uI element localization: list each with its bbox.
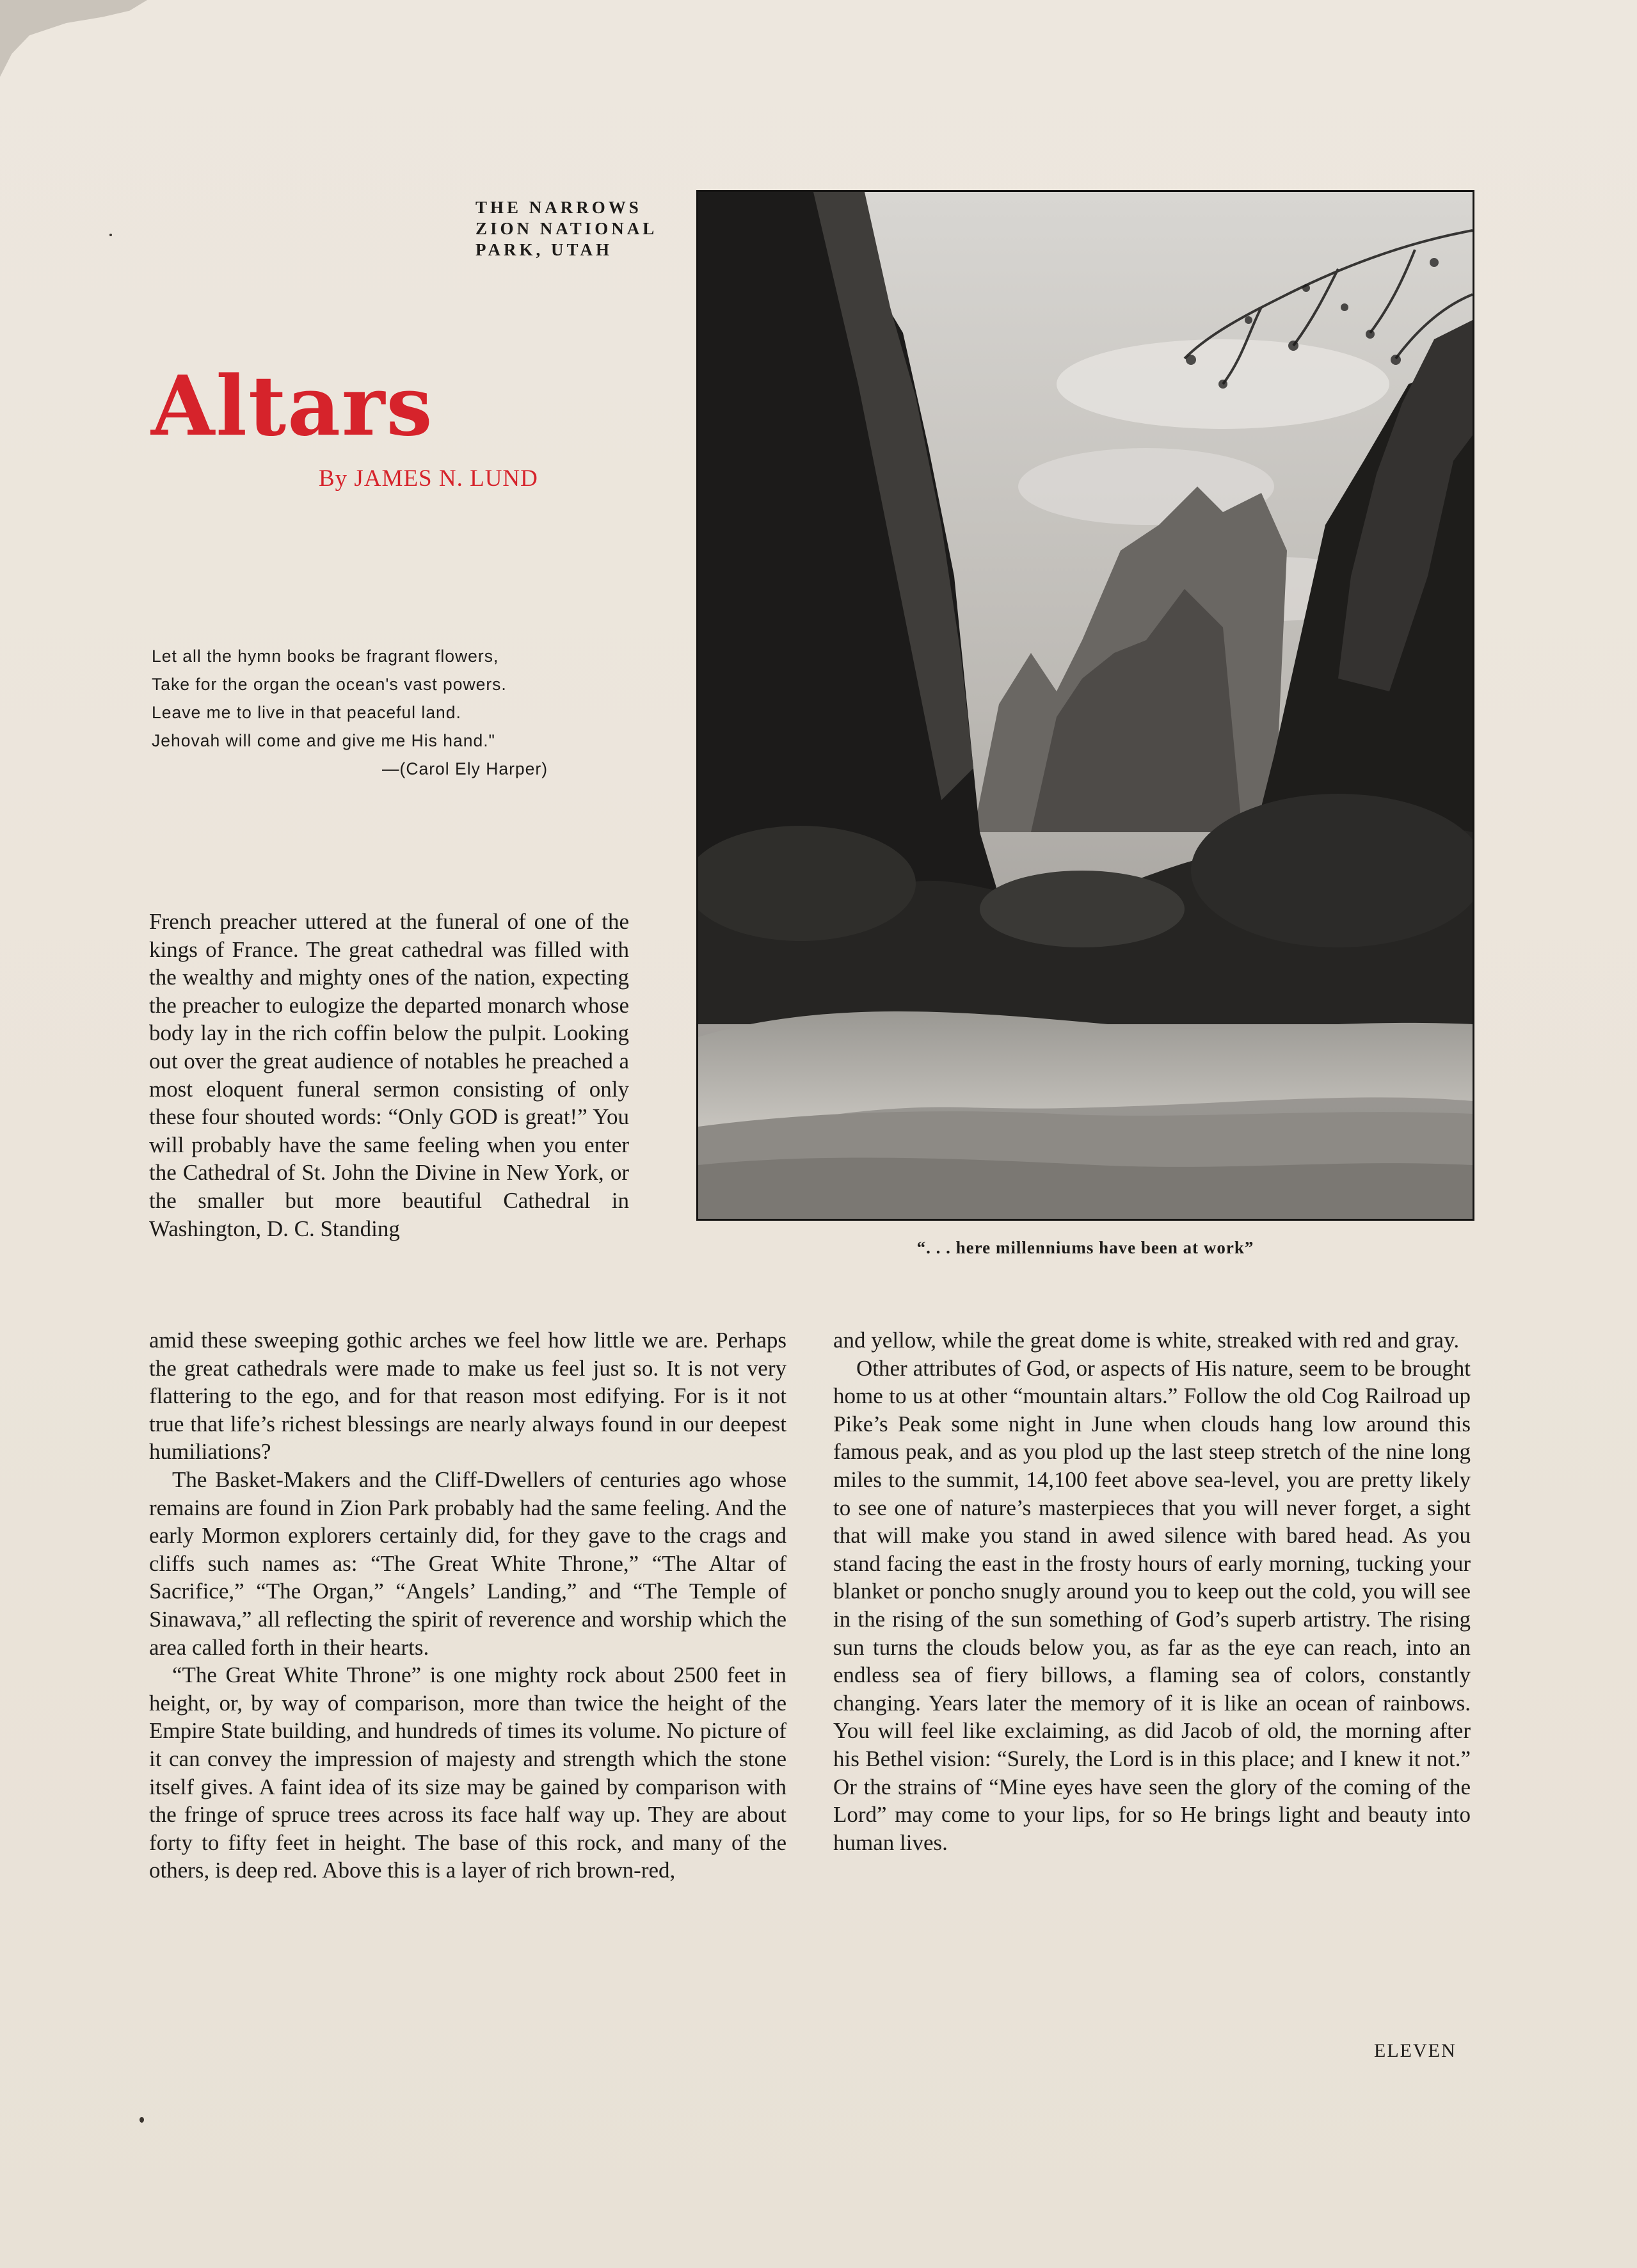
article-paragraph: “The Great White Throne” is one mighty rock about 2500 feet in height, or, by way of comparison, more than twice the height of the Empire State building, and hundreds of times its volume. No picture of it can convey the impression of majesty and strength which the stone itself gives. A faint idea of its size may be gained by comparison with the fringe of spruce trees across its face half way up. They are about forty to fifty feet in height. The base of this rock, and many of the others, is deep red. Above this is a layer of rich brown-red,: [149, 1662, 787, 1883]
poem-line: Let all the hymn books be fragrant flowers,: [152, 647, 499, 666]
ink-speck: [140, 2117, 144, 2123]
article-paragraph: The Basket-Makers and the Cliff-Dwellers of centuries ago whose remains are found in Zion Park probably had the same feeling. And the early Mormon explorers certainly did, for they gave to the crags and cliffs such names as: “The Great White Throne,” “The Altar of Sacrifice,” “The Organ,” “Angels’ Landing,” and “The Temple of Sinawava,” all reflecting the spirit of reverence and worship which the area called forth in their hearts.: [149, 1467, 787, 1660]
article-column-upper-left: [149, 908, 629, 1243]
epigraph-poem: [152, 642, 593, 783]
poem-line: Jehovah will come and give me His hand.": [152, 731, 495, 750]
article-paragraph: Other attributes of God, or aspects of His nature, seem to be brought home to us at other “mountain altars.” Follow the old Cog Railroad up Pike’s Peak some night in June when clouds hang low around this famous peak, and as you plod up the last steep stretch of the nine long miles to the summit, 14,100 feet above sea-level, you are pretty likely to see one of nature’s masterpieces that you will never forget, a sight that will make you stand in awed silence with bared head. As you stand facing the east in the frosty hours of early morning, tucking your blanket or poncho snugly around you to keep out the cold, you will see in the rising of the sun something of God’s superb artistry. The rising sun turns the clouds below you, as far as the eye can reach, into an endless sea of fiery billows, a flaming sea of colors, constantly changing. Years later the memory of it is like an ocean of rainbows. You will feel like exclaiming, as did Jacob of old, the morning after his Bethel vision: “Surely, the Lord is in this place; and I knew it not.” Or the strains of “Mine eyes have seen the glory of the coming of the Lord” may come to your lips, for so He brings light and beauty into human lives.: [833, 1355, 1471, 1855]
article-byline: By JAMES N. LUND: [319, 465, 538, 492]
article-column-left: [149, 1326, 787, 1885]
photo-location-caption: THE NARROWS ZION NATIONAL PARK, UTAH: [475, 198, 658, 259]
ink-speck: [109, 234, 112, 236]
article-column-right: [833, 1326, 1471, 1856]
article-paragraph: French preacher uttered at the funeral of one of the kings of France. The great cathedral was filled with the wealthy and mighty ones of the nation, expecting the preacher to eulogize the departed monarch whose body lay in the rich coffin below the pulpit. Looking out over the great audience of notables he preached a most eloquent funeral sermon consisting of only these four shouted words: “Only GOD is great!” You will probably have the same feeling when you enter the Cathedral of St. John the Divine in New York, or the smaller but more beautiful Cathedral in Washington, D. C. Standing: [149, 909, 629, 1241]
article-paragraph: amid these sweeping gothic arches we feel how little we are. Perhaps the great cathedrals were made to make us feel just so. It is not very flattering to the ego, and for that reason most edifying. For is it not true that life’s richest blessings are nearly always found in our deepest humiliations?: [149, 1328, 787, 1465]
canyon-photo-illustration: [698, 192, 1473, 1219]
poem-line: Leave me to live in that peaceful land.: [152, 703, 461, 722]
article-paragraph: and yellow, while the great dome is white, streaked with red and gray.: [833, 1328, 1460, 1353]
poem-attribution: —(Carol Ely Harper): [382, 759, 548, 778]
canyon-photograph: [696, 190, 1474, 1221]
article-title: Altars: [151, 358, 434, 454]
poem-line: Take for the organ the ocean's vast powers.: [152, 675, 507, 694]
page-number: ELEVEN: [1374, 2040, 1457, 2061]
photo-caption: “. . . here millenniums have been at work”: [916, 1238, 1254, 1257]
